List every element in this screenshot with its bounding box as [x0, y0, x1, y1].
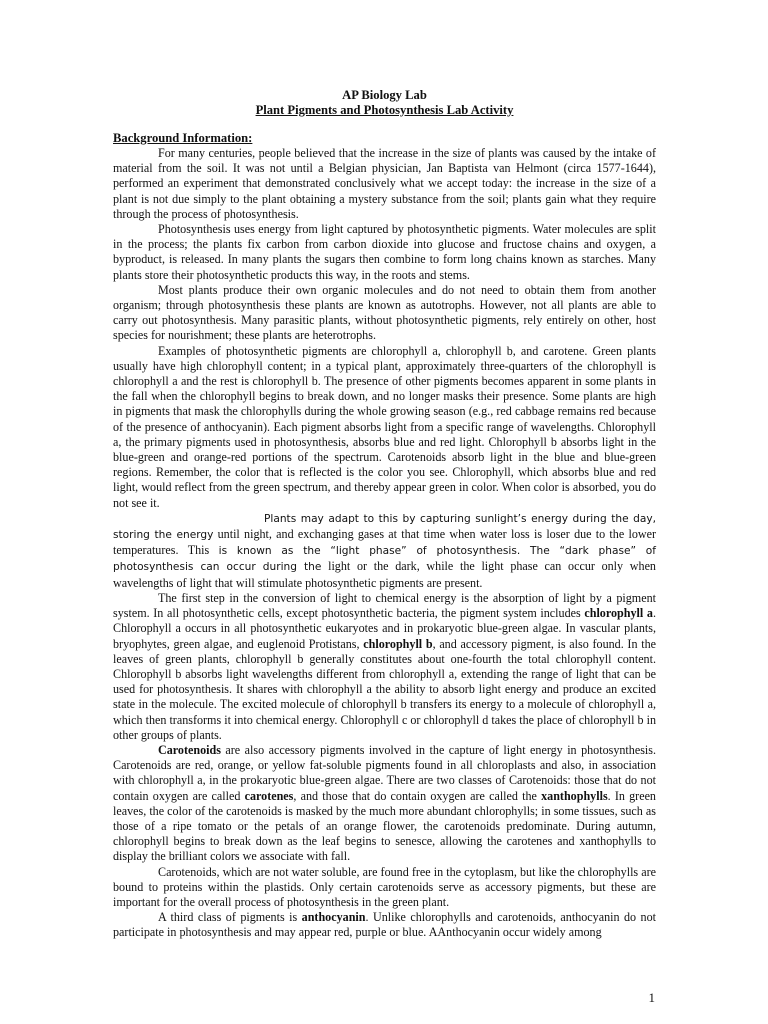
term-chlorophyll-b: chlorophyll b [363, 636, 433, 651]
term-carotenes: carotenes [244, 788, 294, 803]
term-carotenoids: Carotenoids [158, 742, 221, 757]
paragraph-anthocyanin: A third class of pigments is anthocyanin. Unlike chlorophylls and carotenoids, anthocyanin do not participate in photosynthesis and may appear red, purple or blue. AAnthocyanin occur widely among [113, 910, 657, 940]
page-number: 1 [648, 990, 655, 1005]
handwritten-text: Plants may adapt to this by capturing sunlight’s energy during the day, storing the energy [113, 512, 656, 542]
course-title: AP Biology Lab [342, 88, 427, 102]
paragraph-autotrophs: Most plants produce their own organic molecules and do not need to obtain them from another organism; through photosynthesis these plants are known as autotrophs. However, not all plants are able to carry out photosynthesis. Many parasitic plants, without photosynthetic pigments, rely entirely on other, host species for nourishment; these plants are heterotrophs. [113, 282, 656, 343]
paragraph-carotenoid-solubility: Carotenoids, which are not water soluble, are found free in the cytoplasm, but like the chlorophylls are bound to proteins within the plastids. Only certain carotenoids serve as accessory pigments, but these are important for the overall process of photosynthesis in the green plant. [113, 864, 656, 909]
lab-title: Plant Pigments and Photosynthesis Lab Activity [255, 103, 514, 117]
paragraph-pigment-examples: Examples of photosynthetic pigments are chlorophyll a, chlorophyll b, and carotene. Green plants usually have high chlorophyll content; in a typical plant, approximately three-quarters of the chlorophyll is chlorophyll a and the rest is chlorophyll b. The presence of other pigments becomes apparent in some plants in the fall when the chlorophyll begins to break down, and no longer masks their presence. Some plants are high in pigments that mask the chlorophylls during the whole growing season (e.g., red cabbage remains red because of the presence of anthocyanin). Each pigment absorbs light from a specific range of wavelengths. Chlorophyll a, the primary pigments used in photosynthesis, absorbs blue and red light. Chlorophyll b absorbs light in the blue-green and orange-red portions of the spectrum. Carotenoids absorb light in the blue and blue-green regions. Remember, the color that is reflected is the color you see. Chlorophyll, which absorbs blue and red light, would reflect from the green spectrum, and thereby appear green in color. When color is absorbed, you do not see it. [113, 343, 656, 510]
paragraph-chlorophyll: The first step in the conversion of light to chemical energy is the absorption of light by a pigment system. In all photosynthetic cells, except photosynthetic bacteria, the pigment system includes chlorophyll a. Chlorophyll a occurs in all photosynthetic eukaryotes and in prokaryotic blue-green algae. In vascular plants, bryophytes, green algae, and euglenoid Protistans, chlorophyll b, and accessory pigment, is also found. In the leaves of green plants, chlorophyll b generally constitutes about one-fourth the total chlorophyll content. Chlorophyll b absorbs light wavelengths different from chlorophyll a, extending the range of light that can be used for photosynthesis. It shares with chlorophyll a the ability to absorb light energy and produce an excited state in the molecule. The excited molecule of chlorophyll b transfers its energy to a molecule of chlorophyll a, which then transforms it into chemical energy. Chlorophyll c or chlorophyll d takes the place of chlorophyll b in other groups of plants. [113, 590, 656, 742]
term-chlorophyll-a: chlorophyll a [584, 606, 653, 621]
paragraph-light-phase: Plants may adapt to this by capturing sunlight’s energy during the day, storing the energy until night, and exchanging gases at that time when water loss is loser due to the lower temperatures. This is known as the “light phase” of photosynthesis. The “dark phase” of photosynthesis can occur during the light or the dark, while the light phase can occur only when wavelengths of light that will stimulate photosynthetic pigments are present. [113, 512, 656, 590]
paragraph-carotenoids: Carotenoids are also accessory pigments involved in the capture of light energy in photosynthesis. Carotenoids are red, orange, or yellow fat-soluble pigments found in all chloroplasts and also, in association with chlorophyll a, in the prokaryotic blue-green algae. There are two classes of Carotenoids: those that do not contain oxygen are called carotenes, and those that do contain oxygen are called the xanthophylls. In green leaves, the color of the carotenoids is masked by the much more abundant chlorophylls; in some tissues, such as those of a ripe tomato or the petals of an orange flower, the carotenoids predominate. During autumn, chlorophyll begins to break down as the leaf begins to senesce, allowing the carotenes and xanthophylls to display the brilliant colors we associate with fall. [113, 742, 656, 864]
paragraph-photosynthesis: Photosynthesis uses energy from light captured by photosynthetic pigments. Water molecules are split in the process; the plants fix carbon from carbon dioxide into glucose and fructose chains and oxygen, a byproduct, is released. In many plants the sugars then combine to form long chains known as starches. Many plants store their photosynthetic products this way, in the roots and stems. [113, 222, 656, 282]
term-anthocyanin: anthocyanin [301, 910, 366, 925]
handwritten-text: is known as the “light phase” of photosynthesis. The “dark phase” of photosynthesis can occur during the [113, 545, 656, 574]
section-heading: Background Information: [113, 131, 253, 145]
term-xanthophylls: xanthophylls [541, 788, 608, 803]
body-text [113, 146, 656, 941]
paragraph-history: For many centuries, people believed that the increase in the size of plants was caused by the intake of material from the soil. It was not until a Belgian physician, Jan Baptista van Helmont (circa 1577-1644), performed an experiment that demonstrated conclusively what we accept today: the increase in the size of a plant is not due simply to the plant obtaining a mystery substance from the soil; plants gain what they require through the process of photosynthesis. [113, 146, 656, 221]
